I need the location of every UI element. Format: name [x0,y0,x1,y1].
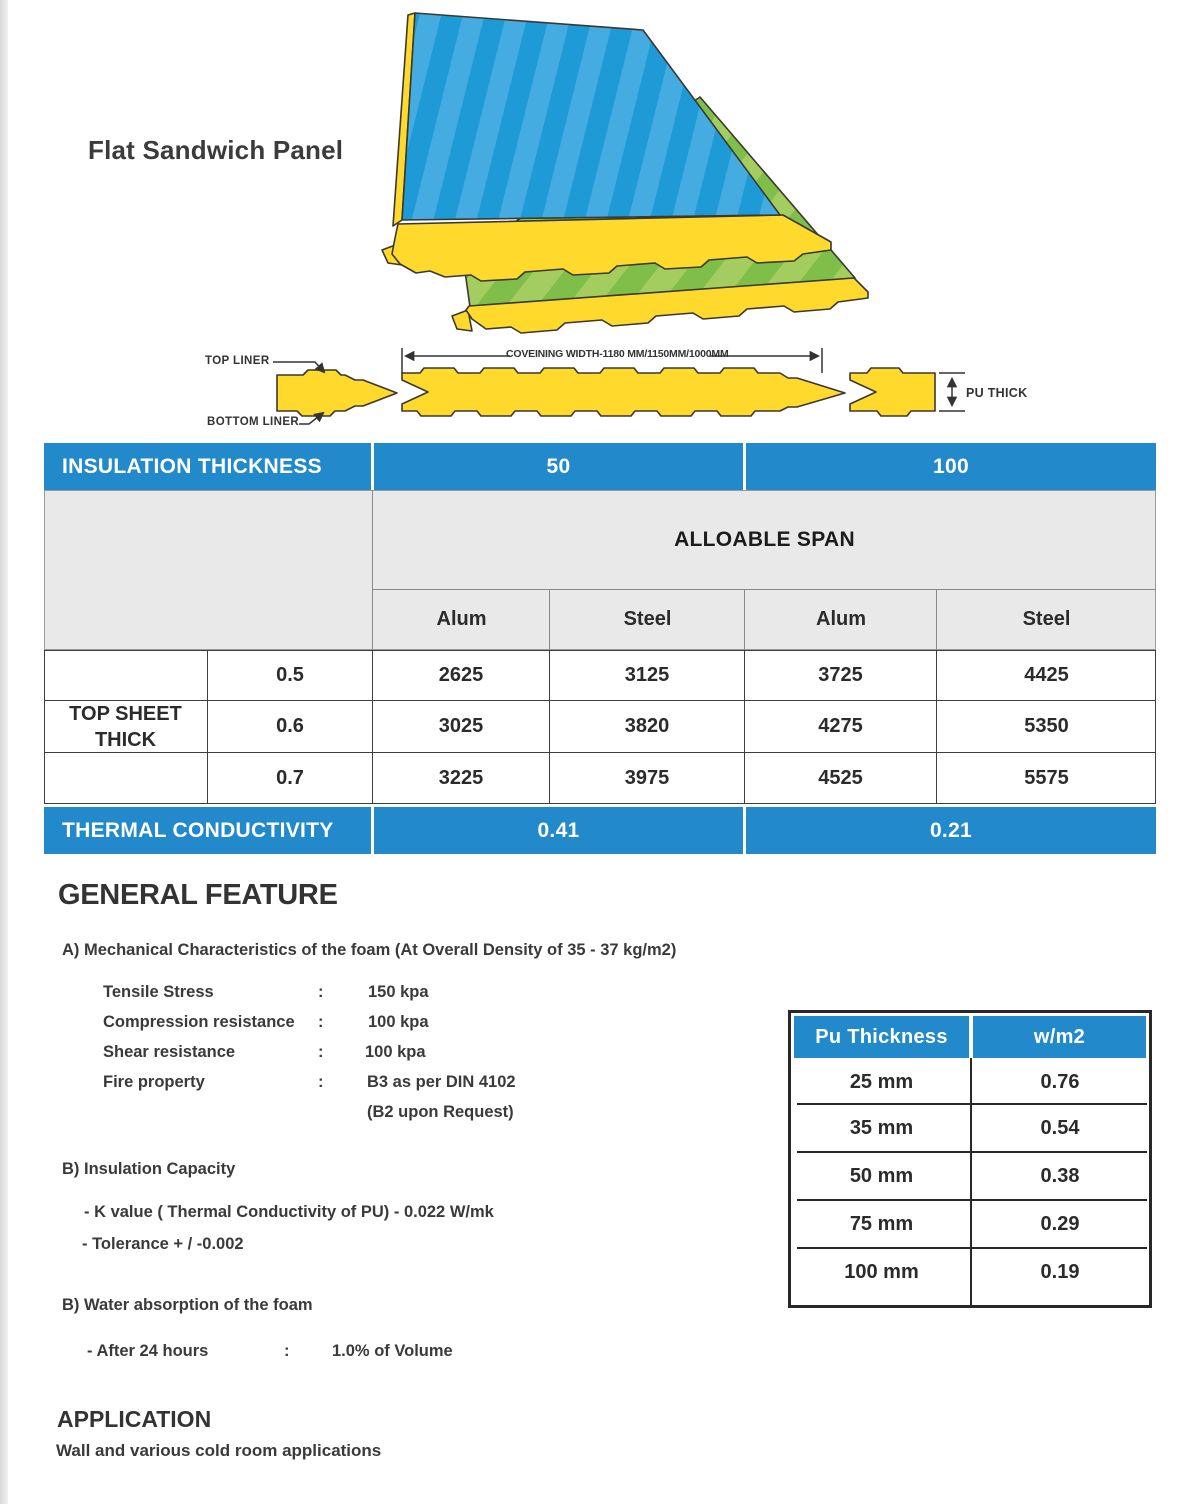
blue-panel-surface [402,13,780,220]
application-heading: APPLICATION [57,1406,212,1432]
pu-row-thickness: 25 mm [849,1070,914,1093]
spec-value: (B2 upon Request) [367,1103,514,1121]
alloable-span-label: ALLOABLE SPAN [674,527,855,551]
spec-value: B3 as per DIN 4102 [367,1073,516,1091]
section-right-piece [850,368,935,416]
spec-colon: : [318,983,324,1001]
span-value: 2625 [438,663,484,686]
insulation-50: 50 [546,454,571,478]
material-header-alum-100: Alum [816,608,866,630]
material-header-steel-100: Steel [1022,608,1071,630]
span-value: 4275 [818,715,863,737]
spec-label: Tensile Stress [103,983,214,1001]
page-title: Flat Sandwich Panel [88,135,344,165]
pu-row-value: 0.38 [1040,1164,1080,1187]
pu-row-value: 0.76 [1040,1070,1080,1093]
span-value: 3975 [624,766,670,789]
section-water-title: B) Water absorption of the foam [62,1296,313,1314]
pu-thickness-header: Pu Thickness [815,1025,948,1048]
wm2-header: w/m2 [1033,1025,1086,1048]
pu-thick-label: PU THICK [966,386,1028,400]
span-value: 3025 [438,715,484,737]
covering-width-label: COVEINING WIDTH-1180 MM/1150MM/1000MM [506,348,729,360]
water-label: - After 24 hours [87,1342,209,1360]
page-edge-shade [0,0,8,1504]
spec-label: Shear resistance [103,1043,236,1061]
pu-table-hline [797,1151,1147,1153]
span-value: 3125 [624,663,670,686]
top-sheet-line1: TOP SHEET [69,703,182,725]
span-value: 5575 [1024,766,1069,789]
section-left-piece [277,370,397,416]
section-main-piece [402,368,845,416]
pu-table-header-col2 [973,1016,1146,1058]
thermal-value-100: 0.21 [929,818,973,842]
span-value: 3725 [818,663,863,686]
spec-colon: : [318,1043,324,1061]
pu-row-thickness: 75 mm [849,1212,914,1235]
pu-row-thickness: 50 mm [849,1164,914,1187]
material-header-steel-50: Steel [623,608,672,630]
thick-0.5: 0.5 [276,663,304,686]
application-text: Wall and various cold room applications [56,1441,382,1460]
thick-0.7: 0.7 [276,766,304,789]
pu-table-header-col1 [794,1016,969,1058]
spec-colon: : [318,1013,324,1031]
span-value: 4525 [818,766,863,789]
spec-colon: : [318,1073,324,1091]
insulation-100: 100 [933,454,969,478]
section-a-title: A) Mechanical Characteristics of the foam (At Overall Density of 35 - 37 kg/m2) [62,941,677,959]
pu-table-hline [797,1247,1147,1249]
span-value: 3225 [438,766,484,789]
span-value: 5350 [1024,715,1069,737]
thermal-value-50: 0.41 [537,818,580,842]
spec-label: Fire property [103,1073,205,1091]
pu-row-value: 0.54 [1040,1116,1080,1139]
span-value: 4425 [1024,663,1069,686]
water-colon: : [284,1342,290,1360]
span-value: 3820 [624,715,670,737]
sandwich-panel-illustration [380,0,950,348]
pu-row-value: 0.29 [1040,1212,1080,1235]
insulation-item: - K value ( Thermal Conductivity of PU) - 0.022 W/mk [84,1203,494,1221]
insulation-item: - Tolerance + / -0.002 [82,1235,244,1253]
top-sheet-thick-label [44,650,207,804]
water-value: 1.0% of Volume [332,1342,453,1360]
thermal-conductivity-label: THERMAL CONDUCTIVITY [62,818,334,842]
pu-row-thickness: 35 mm [849,1116,914,1139]
top-sheet-line2: THICK [94,729,157,751]
thick-0.6: 0.6 [276,715,304,737]
pu-table-hline [797,1199,1147,1201]
insulation-thickness-label: INSULATION THICKNESS [62,454,322,478]
section-b-title: B) Insulation Capacity [62,1160,236,1178]
pu-row-value: 0.19 [1040,1260,1080,1283]
bottom-liner-label: BOTTOM LINER [207,416,300,428]
general-feature-heading: GENERAL FEATURE [58,879,338,911]
pu-row-thickness: 100 mm [844,1260,919,1283]
top-liner-label: TOP LINER [205,355,270,367]
spec-label: Compression resistance [103,1013,295,1031]
spec-value: 100 kpa [365,1043,426,1061]
material-header-alum-50: Alum [436,608,487,630]
spec-value: 100 kpa [368,1013,429,1031]
spec-value: 150 kpa [368,983,429,1001]
